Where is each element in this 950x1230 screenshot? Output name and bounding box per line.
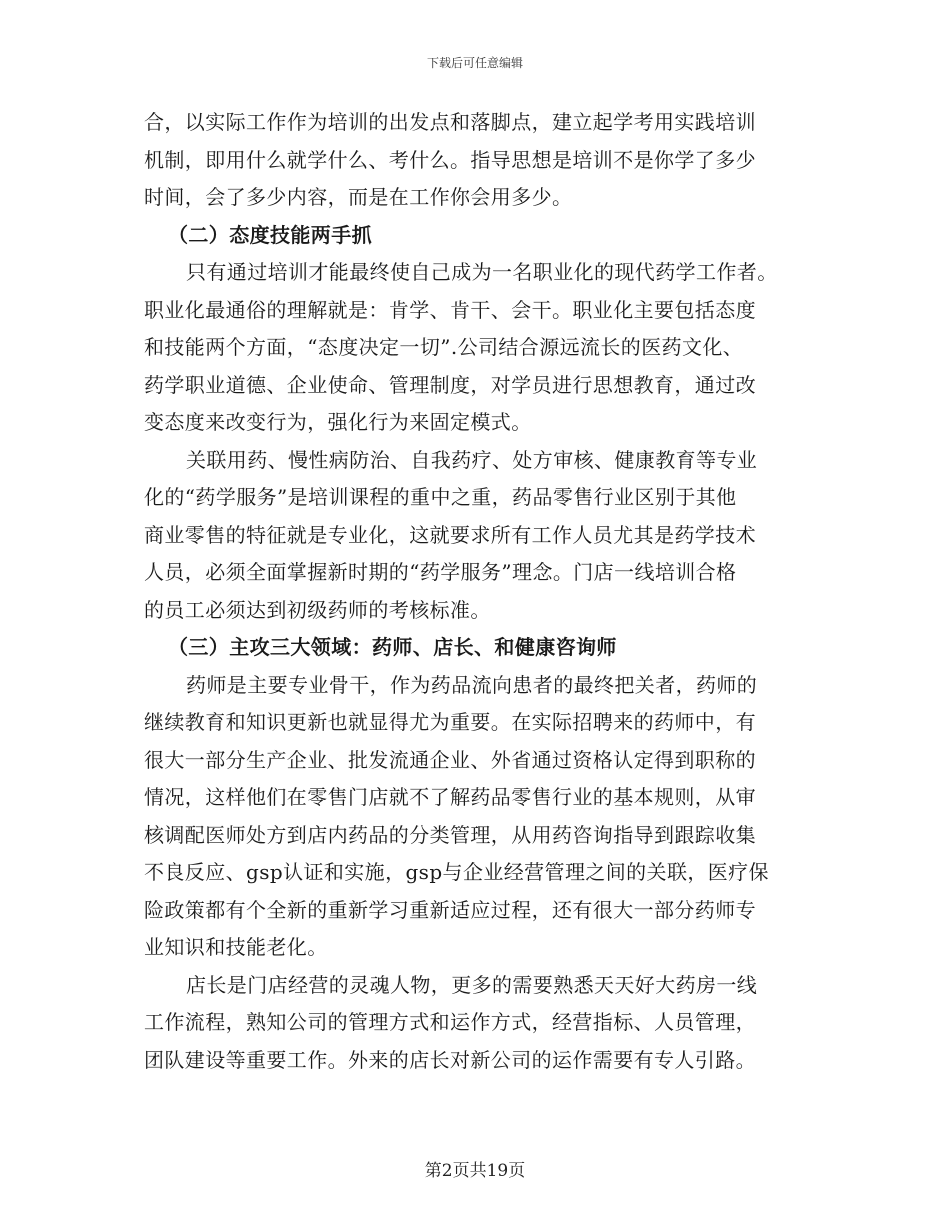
body-line: 团队建设等重要工作。外来的店长对新公司的运作需要有专人引路。 <box>144 1047 756 1072</box>
section-heading-3: （三）主攻三大领域：药师、店长、和健康咨询师 <box>168 635 617 659</box>
document-body <box>144 104 808 1079</box>
page-header-note: 下载后可任意编辑 <box>426 56 523 70</box>
body-line: 药学职业道德、企业使命、管理制度，对学员进行思想教育，通过改 <box>144 372 756 397</box>
body-line: 很大一部分生产企业、批发流通企业、外省通过资格认定得到职称的 <box>144 747 756 772</box>
section-heading-2: （二）态度技能两手抓 <box>168 222 372 247</box>
body-line: 不良反应、gsp认证和实施，gsp与企业经营管理之间的关联，医疗保 <box>144 860 769 884</box>
body-line: 机制，即用什么就学什么、考什么。指导思想是培训不是你学了多少 <box>144 147 756 172</box>
body-line: 店长是门店经营的灵魂人物，更多的需要熟悉天天好大药房一线 <box>186 972 758 997</box>
body-line: 时间，会了多少内容，而是在工作你会用多少。 <box>144 185 573 209</box>
body-line: 药师是主要专业骨干，作为药品流向患者的最终把关者，药师的 <box>186 672 758 697</box>
page-number: 第2页共19页 <box>424 1161 526 1181</box>
body-line: 业知识和技能老化。 <box>144 935 328 959</box>
body-line: 只有通过培训才能最终使自己成为一名职业化的现代药学工作者。 <box>186 260 778 284</box>
body-line: 核调配医师处方到店内药品的分类管理，从用药咨询指导到跟踪收集 <box>144 822 756 847</box>
body-line: 变态度来改变行为，强化行为来固定模式。 <box>144 410 532 434</box>
body-line: 的员工必须达到初级药师的考核标准。 <box>144 597 491 622</box>
body-line: 继续教育和知识更新也就显得尤为重要。在实际招聘来的药师中，有 <box>144 710 756 734</box>
body-line: 工作流程，熟知公司的管理方式和运作方式，经营指标、人员管理， <box>144 1010 756 1034</box>
body-line: 化的“药学服务”是培训课程的重中之重，药品零售行业区别于其他 <box>144 485 737 509</box>
body-line: 商业零售的特征就是专业化，这就要求所有工作人员尤其是药学技术 <box>144 522 756 547</box>
body-line: 职业化最通俗的理解就是：肯学、肯干、会干。职业化主要包括态度 <box>144 297 756 322</box>
body-line: 关联用药、慢性病防治、自我药疗、处方审核、健康教育等专业 <box>186 447 758 472</box>
body-line: 险政策都有个全新的重新学习重新适应过程，还有很大一部分药师专 <box>144 897 756 922</box>
body-line: 情况，这样他们在零售门店就不了解药品零售行业的基本规则，从审 <box>144 785 756 809</box>
body-line: 和技能两个方面，“态度决定一切”.公司结合源远流长的医药文化、 <box>144 335 744 359</box>
body-line: 人员，必须全面掌握新时期的“药学服务”理念。门店一线培训合格 <box>144 560 737 584</box>
body-line: 合，以实际工作作为培训的出发点和落脚点，建立起学考用实践培训 <box>144 110 756 134</box>
